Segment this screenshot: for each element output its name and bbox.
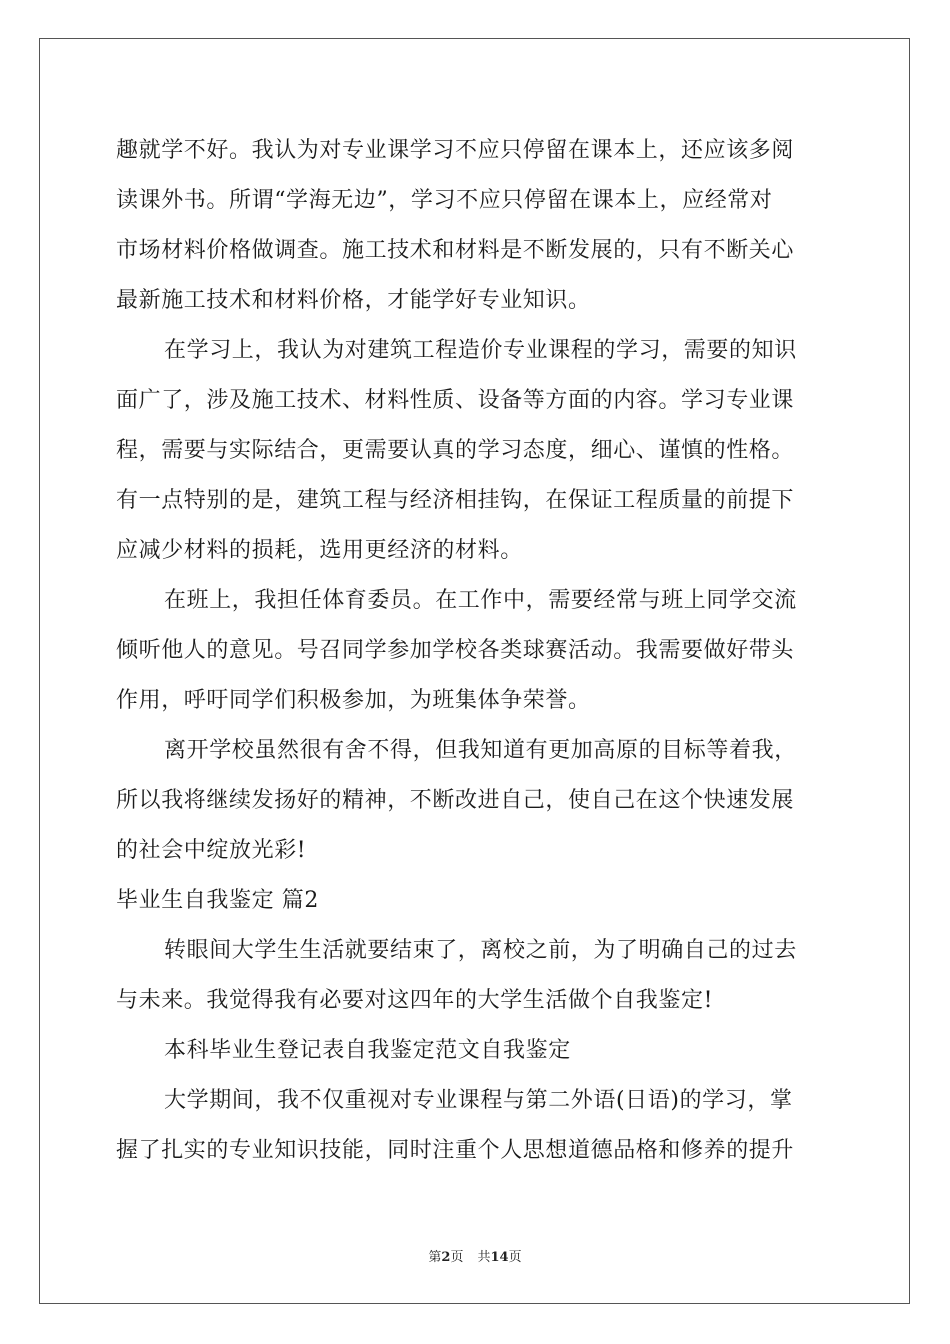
text-line: 毕业生自我鉴定 篇2 [116, 888, 319, 913]
text-line: 在学习上，我认为对建筑工程造价专业课程的学习，需要的知识 [164, 338, 797, 363]
page-number-suffix: 页 [450, 1250, 464, 1265]
text-line: 作用，呼吁同学们积极参加，为班集体争荣誉。 [116, 688, 591, 713]
text-line: 与未来。我觉得我有必要对这四年的大学生活做个自我鉴定! [116, 988, 714, 1013]
text-line: 面广了，涉及施工技术、材料性质、设备等方面的内容。学习专业课 [116, 388, 795, 413]
text-line: 在班上，我担任体育委员。在工作中，需要经常与班上同学交流 [164, 588, 797, 613]
text-line: 读课外书。所谓“学海无边”，学习不应只停留在课本上，应经常对 [116, 188, 773, 213]
total-pages-count: 14 [490, 1250, 509, 1265]
text-line: 应减少材料的损耗，选用更经济的材料。 [116, 538, 523, 563]
text-line: 的社会中绽放光彩! [116, 838, 307, 863]
text-line: 转眼间大学生生活就要结束了，离校之前，为了明确自己的过去 [164, 938, 797, 963]
text-line: 倾听他人的意见。号召同学参加学校各类球赛活动。我需要做好带头 [116, 638, 795, 663]
text-line: 趣就学不好。我认为对专业课学习不应只停留在课本上，还应该多阅 [116, 138, 795, 163]
text-line: 最新施工技术和材料价格，才能学好专业知识。 [116, 288, 591, 313]
text-line: 大学期间，我不仅重视对专业课程与第二外语(日语)的学习，掌 [164, 1088, 793, 1113]
text-line: 本科毕业生登记表自我鉴定范文自我鉴定 [164, 1038, 571, 1063]
text-line: 市场材料价格做调查。施工技术和材料是不断发展的，只有不断关心 [116, 238, 795, 263]
total-pages-suffix: 页 [508, 1250, 522, 1265]
text-line: 程，需要与实际结合，更需要认真的学习态度，细心、谨慎的性格。 [116, 438, 795, 463]
text-line: 离开学校虽然很有舍不得，但我知道有更加高原的目标等着我， [164, 738, 797, 763]
page-number-prefix: 第 [428, 1250, 442, 1265]
text-line: 所以我将继续发扬好的精神，不断改进自己，使自己在这个快速发展 [116, 788, 795, 813]
text-line: 有一点特别的是，建筑工程与经济相挂钩，在保证工程质量的前提下 [116, 488, 795, 513]
text-line: 握了扎实的专业知识技能，同时注重个人思想道德品格和修养的提升 [116, 1138, 795, 1163]
page-number-current: 2 [441, 1250, 451, 1265]
document-body [116, 126, 836, 1176]
page-footer [0, 1246, 950, 1265]
total-pages-prefix: 共 [477, 1250, 491, 1265]
